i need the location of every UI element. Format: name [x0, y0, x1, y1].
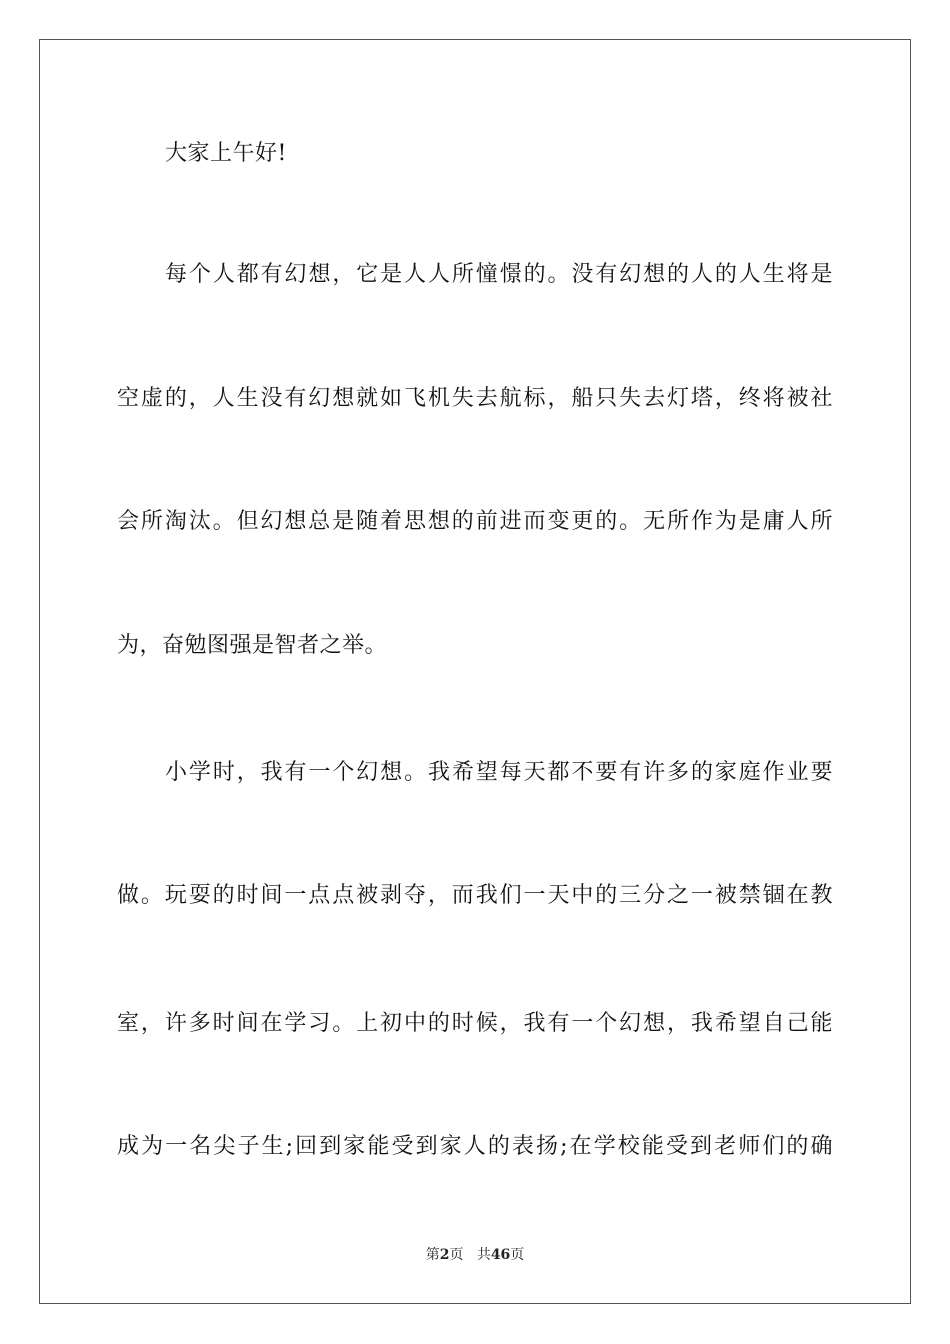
paragraph-1-line-2: 空虚的，人生没有幻想就如飞机失去航标，船只失去灯塔，终将被社	[117, 386, 833, 411]
page-number: 2	[439, 1247, 450, 1263]
paragraph-2-line-2: 做。玩耍的时间一点点被剥夺，而我们一天中的三分之一被禁锢在教	[117, 883, 833, 908]
greeting-line: 大家上午好!	[165, 141, 287, 166]
paragraph-2-line-3: 室，许多时间在学习。上初中的时候，我有一个幻想，我希望自己能	[117, 1011, 833, 1036]
total-pages: 46	[490, 1247, 511, 1263]
paragraph-1-line-1: 每个人都有幻想，它是人人所憧憬的。没有幻想的人的人生将是	[165, 262, 833, 287]
page-footer	[0, 1245, 950, 1265]
paragraph-2-line-4: 成为一名尖子生;回到家能受到家人的表扬;在学校能受到老师们的确	[117, 1134, 833, 1159]
paragraph-1-line-3: 会所淘汰。但幻想总是随着思想的前进而变更的。无所作为是庸人所	[117, 509, 833, 534]
page-frame	[39, 39, 911, 1304]
total-prefix: 共	[476, 1247, 491, 1263]
page-suffix: 页	[449, 1247, 464, 1263]
total-suffix: 页	[510, 1247, 525, 1263]
paragraph-2-line-1: 小学时，我有一个幻想。我希望每天都不要有许多的家庭作业要	[165, 760, 833, 785]
paragraph-1-line-4: 为，奋勉图强是智者之举。	[117, 633, 388, 658]
page-prefix: 第	[425, 1247, 440, 1263]
